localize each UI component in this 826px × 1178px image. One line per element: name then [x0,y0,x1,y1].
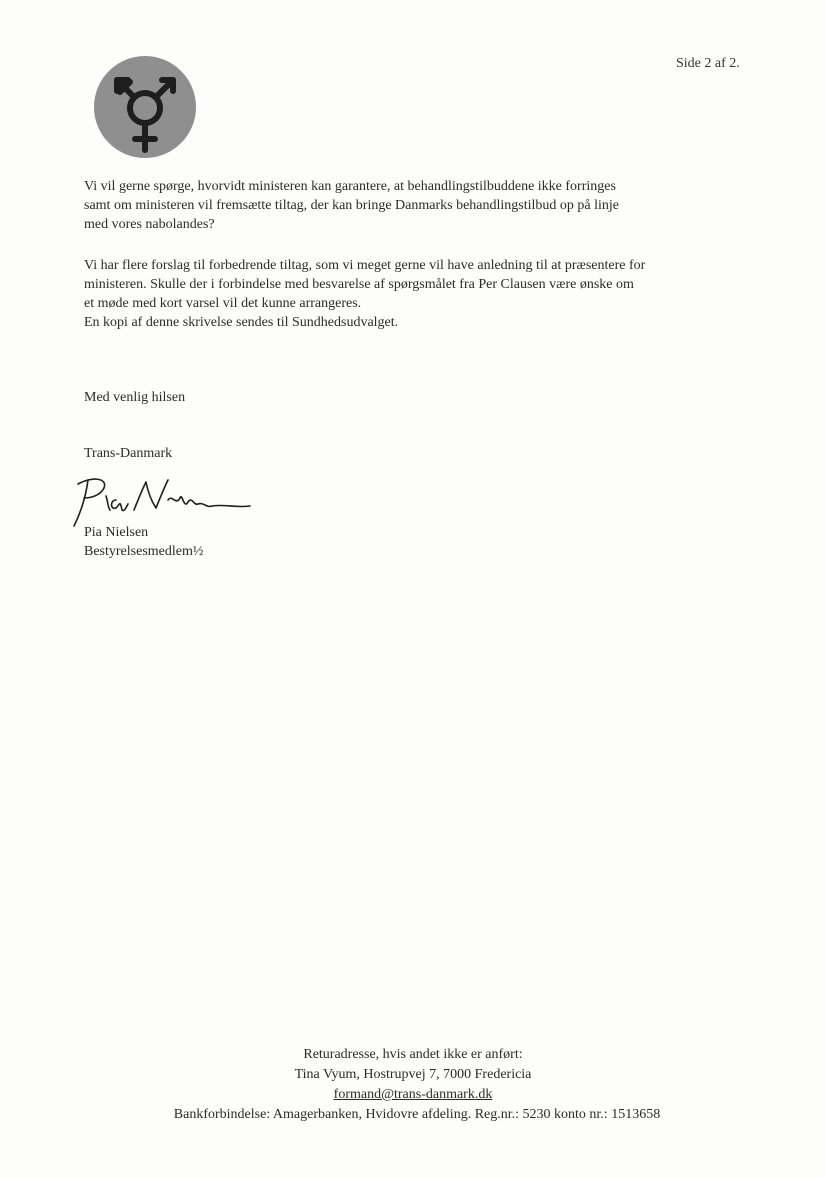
return-address: Tina Vyum, Hostrupvej 7, 7000 Fredericia [294,1067,532,1082]
transgender-symbol-icon [92,54,198,160]
text-line: et møde med kort varsel vil det kunne arrangeres. [84,296,362,311]
text-line: En kopi af denne skrivelse sendes til Sundhedsudvalget. [84,315,399,330]
signer-name: Pia Nielsen [84,525,149,540]
text-line: ministeren. Skulle der i forbindelse med besvarelse af spørgsmålet fra Per Clausen være ønske om [84,277,634,292]
letter-footer [0,1045,826,1125]
text-line: med vores nabolandes? [84,217,215,232]
organization-name: Trans-Danmark [84,446,173,461]
text-line: samt om ministeren vil fremsætte tiltag, der kan bringe Danmarks behandlingstilbud op på linje [84,198,620,213]
closing-salutation: Med venlig hilsen [84,390,186,405]
paragraph-question [84,177,764,234]
text-line: Vi vil gerne spørge, hvorvidt ministeren kan garantere, at behandlingstilbuddene ikke forringes [84,179,616,194]
return-address-label: Returadresse, hvis andet ikke er anført: [303,1047,523,1062]
bank-details: Bankforbindelse: Amagerbanken, Hvidovre afdeling. Reg.nr.: 5230 konto nr.: 1513658 [173,1107,661,1122]
contact-email-link[interactable]: formand@trans-danmark.dk [333,1087,493,1102]
text-line: Vi har flere forslag til forbedrende tiltag, som vi meget gerne vil have anledning til at præsentere for [84,258,646,273]
signer-role: Bestyrelsesmedlem½ [84,544,204,559]
trans-danmark-logo [92,54,198,160]
page-number: Side 2 af 2. [676,56,740,71]
paragraph-proposals [84,256,764,332]
handwritten-signature [64,470,254,532]
